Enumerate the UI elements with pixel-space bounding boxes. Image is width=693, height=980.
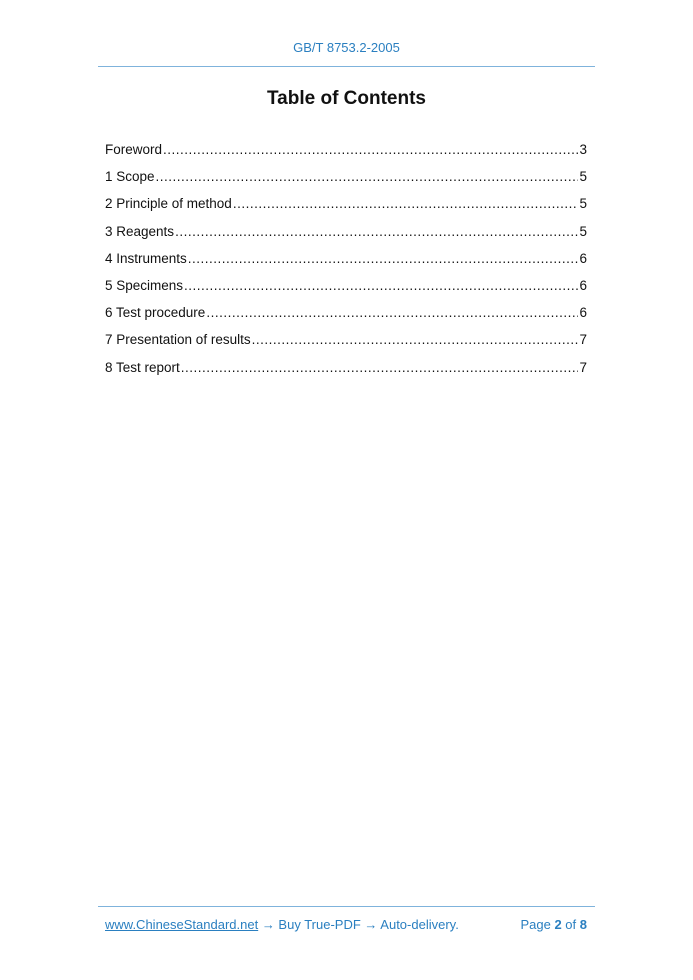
toc-entry-page: 6	[579, 305, 587, 321]
toc-leader-dots	[156, 168, 579, 186]
toc-entry-reagents[interactable]	[105, 223, 587, 250]
toc-entry-label: Foreword	[105, 142, 163, 157]
toc-entry-specimens[interactable]	[105, 277, 587, 304]
toc-entry-page: 3	[579, 142, 587, 157]
standard-code: GB/T 8753.2-2005	[293, 40, 400, 55]
toc-leader-dots	[184, 277, 578, 295]
toc-leader-dots	[175, 223, 578, 241]
toc-entry-foreword[interactable]	[105, 141, 587, 168]
page-of: of	[561, 917, 580, 932]
toc-entry-presentation-of-results[interactable]	[105, 331, 587, 358]
toc-entry-page: 7	[579, 332, 587, 348]
toc-entry-scope[interactable]	[105, 168, 587, 195]
toc-leader-dots	[181, 359, 579, 377]
toc-entry-page: 5	[579, 196, 587, 212]
toc-list	[105, 141, 587, 386]
page-current: 2	[554, 917, 562, 932]
toc-entry-page: 5	[579, 169, 587, 185]
footer-divider	[98, 906, 595, 907]
toc-leader-dots	[206, 304, 578, 322]
toc-entry-test-report[interactable]	[105, 359, 587, 386]
toc-leader-dots	[163, 141, 578, 159]
site-link[interactable]: www.ChineseStandard.net	[105, 917, 259, 932]
toc-entry-principle-of-method[interactable]	[105, 195, 587, 222]
toc-entry-label: 4 Instruments	[105, 250, 187, 266]
toc-entry-label: 6 Test procedure	[105, 305, 206, 321]
toc-leader-dots	[252, 331, 579, 349]
toc-entry-label: 3 Reagents	[105, 223, 175, 239]
page-total: 8	[579, 917, 587, 932]
toc-leader-dots	[188, 250, 579, 268]
toc-entry-label: 7 Presentation of results	[105, 332, 251, 348]
toc-leader-dots	[233, 195, 579, 213]
toc-entry-label: 8 Test report	[105, 359, 180, 375]
page-number	[520, 917, 587, 932]
page-prefix: Page	[520, 917, 555, 932]
toc-entry-test-procedure[interactable]	[105, 304, 587, 331]
toc-entry-page: 5	[579, 223, 587, 239]
footer-promo	[105, 917, 459, 932]
toc-entry-page: 7	[579, 359, 587, 375]
header-divider	[98, 66, 595, 67]
toc-entry-label: 2 Principle of method	[105, 196, 232, 212]
toc-entry-page: 6	[579, 277, 587, 293]
footer-tagline: → Buy True-PDF → Auto-delivery.	[258, 917, 459, 932]
toc-entry-page: 6	[579, 250, 587, 266]
toc-title: Table of Contents	[266, 88, 427, 109]
toc-entry-label: 5 Specimens	[105, 277, 184, 293]
toc-entry-label: 1 Scope	[105, 169, 155, 185]
toc-entry-instruments[interactable]	[105, 250, 587, 277]
